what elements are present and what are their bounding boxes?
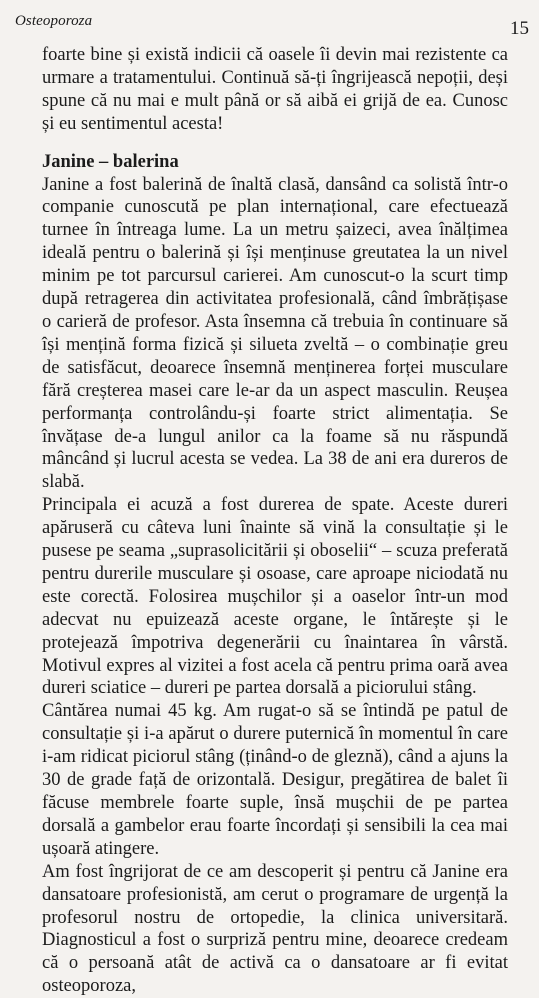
paragraph-3: Cântărea numai 45 kg. Am rugat-o să se întindă pe patul de consultație și i-a apărut o durere puternică în momentul în care i-am ridicat piciorul stâng (ținând-o de gleznă), când a ajuns la 30 de grade față de orizontală. Desigur, pregătirea de balet îi făcuse membrele foarte suple, însă mușchii de pe partea dorsală a gambelor erau foarte încordați și sensibili la cea mai ușoară atingere.	[42, 701, 508, 859]
body-text	[42, 44, 508, 998]
intro-paragraph: foarte bine și există indicii că oasele îi devin mai rezistente ca urmare a tratamentului. Continuă să-ți îngrijească nepoții, deși spune că nu mai e mult până or să aibă ei grijă de ea. Cunosc și eu sentimentul acesta!	[42, 45, 508, 134]
paragraph-2: Principala ei acuză a fost durerea de spate. Aceste dureri apăruseră cu câteva luni înainte să vină la consultație și le pusese pe seama „suprasolicitării și oboselii“ – scuza preferată pentru durerile musculare și osoase, care aproape niciodată nu este corectă. Folosirea mușchilor și a oaselor într-un mod adecvat nu epuizează aceste organe, le întărește și le protejează împotriva degenerării cu înaintarea în vârstă. Motivul expres al vizitei a fost acela că pentru prima oară avea dureri sciatice – dureri pe partea dorsală a piciorului stâng.	[42, 495, 508, 699]
running-header-title: Osteoporoza	[15, 13, 93, 29]
paragraph-4: Am fost îngrijorat de ce am descoperit și pentru că Janine era dansatoare profesionistă, am cerut o programare de urgență la profesorul nostru de ortopedie, la clinica universitară. Diagnosticul a fost o surpriză pentru mine, deoarece credeam că o persoană atât de activă ca o dansatoare ar fi evitat osteoporoza,	[42, 861, 508, 997]
page-number: 15	[510, 18, 529, 39]
section-heading: Janine – balerina	[42, 151, 179, 172]
paragraph-1: Janine a fost balerină de înaltă clasă, dansând ca solistă într-o companie cunoscută pe plan internațional, care efectuează turnee în întreaga lume. La un metru șaizeci, avea înălțimea ideală pentru o balerină și își menținuse greutatea la un nivel minim pe tot parcursul carierei. Am cunoscut-o la scurt timp după retragerea din activitatea profesională, când îmbrățișase o carieră de profesor. Asta însemna că trebuia în continuare să își mențină forma fizică și silueta zveltă – o combinație greu de satisfăcut, deoarece însemnă menținerea forței musculare fără creșterea masei care le-ar da un aspect masculin. Reușea performanța controlându-și foarte strict alimentația. Se învățase de-a lungul anilor ca la foame să nu răspundă mâncând și lucrul acesta se vedea. La 38 de ani era dureros de slabă.	[42, 174, 508, 493]
